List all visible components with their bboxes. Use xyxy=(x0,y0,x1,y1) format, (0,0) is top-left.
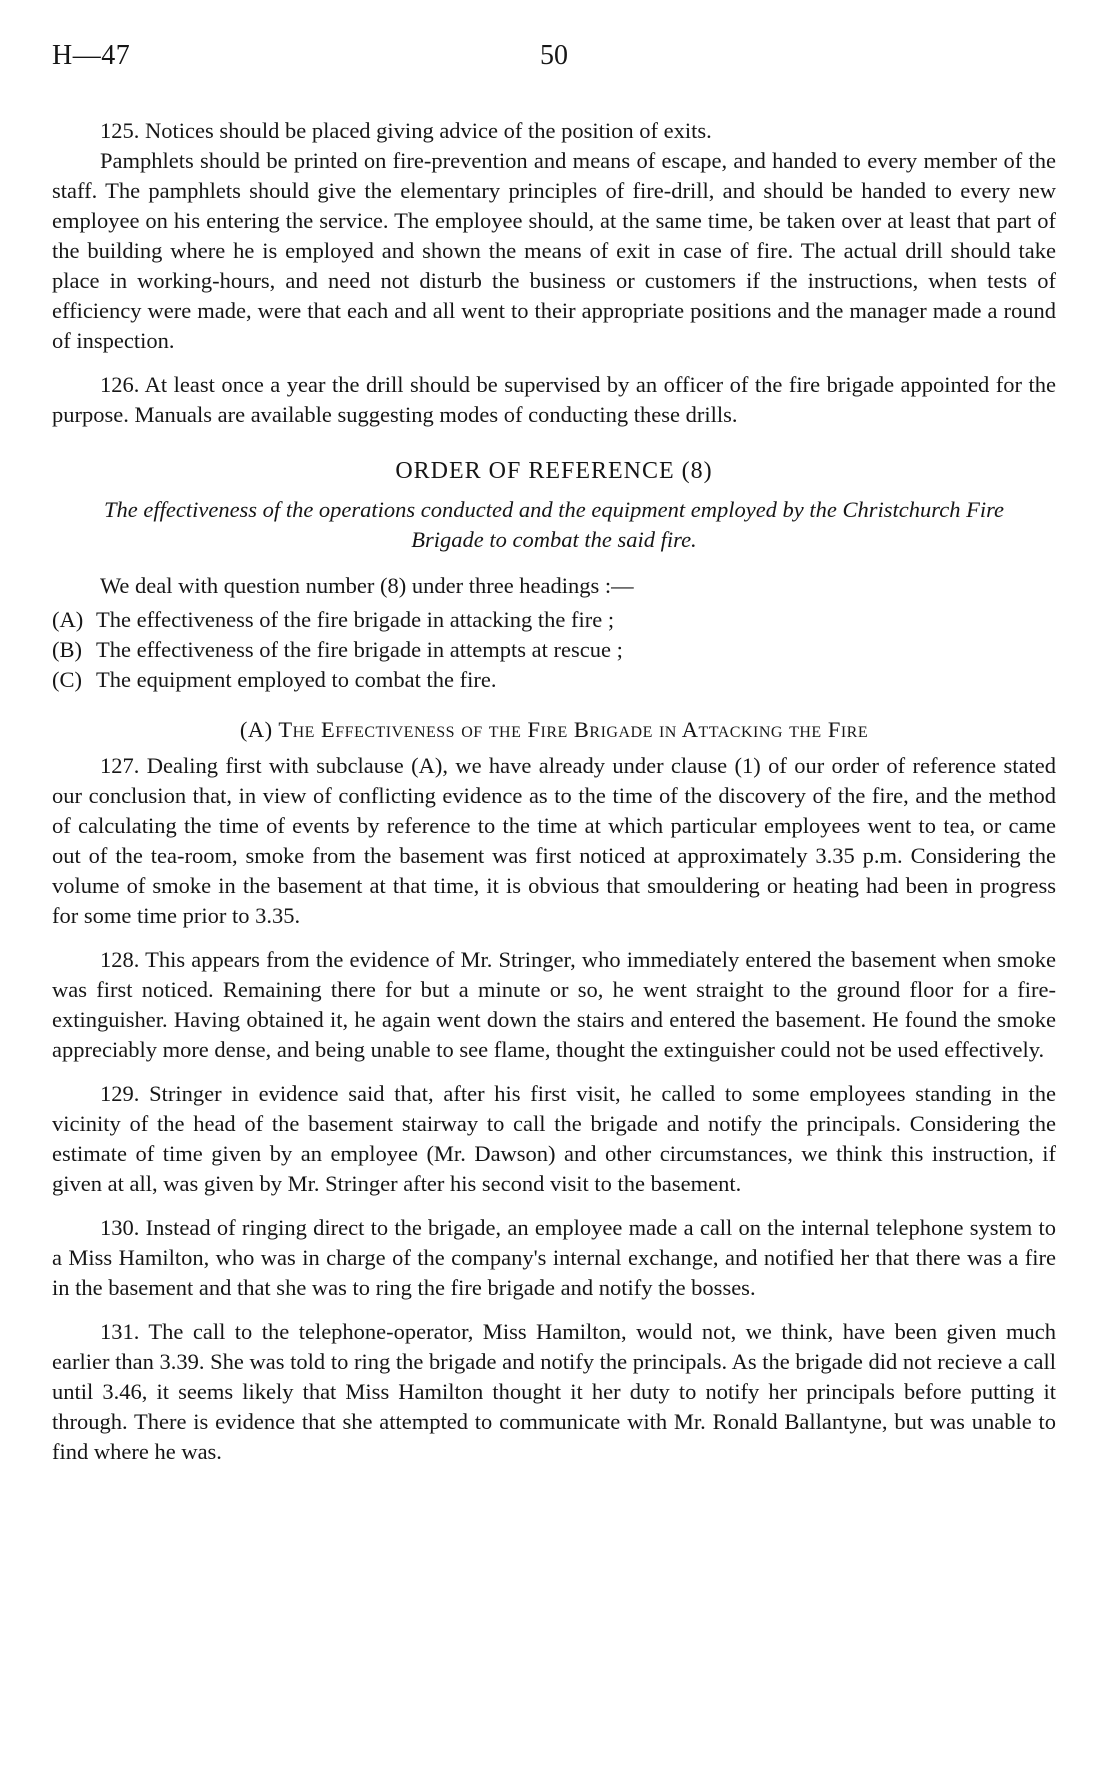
paragraph-131: 131. The call to the telephone-operator, Miss Hamilton, would not, we think, have been given much earlier than 3.39. She was told to ring the brigade and notify the principals. As the brigade did not recieve a call until 3.46, it seems likely that Miss Hamilton thought it her duty to notify her principals before putting it through. There is evidence that she attempted to communicate with Mr. Ronald Ballantyne, but was unable to find where he was. xyxy=(52,1319,1056,1464)
paragraph-130: 130. Instead of ringing direct to the brigade, an employee made a call on the internal telephone system to a Miss Hamilton, who was in charge of the company's internal exchange, and notified her that there was a fire in the basement and that she was to ring the fire brigade and notify the bosses. xyxy=(52,1215,1056,1300)
page-number: 50 xyxy=(540,40,568,71)
subheading: (A) The Effectiveness of the Fire Brigade in Attacking the Fire xyxy=(239,717,869,742)
page-header xyxy=(52,40,1056,80)
list-item-mark: (A) xyxy=(52,607,84,632)
section-description: The effectiveness of the operations conducted and the equipment employed by the Christchurch Fire Brigade to combat the said fire. xyxy=(104,497,1004,552)
list-item-mark: (C) xyxy=(52,667,82,692)
headings-list xyxy=(52,605,1056,695)
section-title: ORDER OF REFERENCE (8) xyxy=(395,458,713,484)
paragraph-129: 129. Stringer in evidence said that, after his first visit, he called to some employees standing in the vicinity of the head of the basement stairway to call the brigade and notify the principals. Considering the estimate of time given by an employee (Mr. Dawson) and other circumstances, we think this instruction, if given at all, was given by Mr. Stringer after his second visit to the basement. xyxy=(52,1081,1056,1196)
document-page xyxy=(52,40,1056,1481)
list-item xyxy=(52,665,1056,695)
list-item-text: The effectiveness of the fire brigade in attempts at rescue ; xyxy=(96,637,623,662)
paragraph-128: 128. This appears from the evidence of Mr. Stringer, who immediately entered the basement when smoke was first noticed. Remaining there for but a minute or so, he went straight to the ground floor for a fire-extinguisher. Having obtained it, he again went down the stairs and entered the basement. He found the smoke appreciably more dense, and being unable to see flame, thought the extinguisher could not be used effectively. xyxy=(52,947,1056,1062)
section-intro: We deal with question number (8) under three headings :— xyxy=(100,573,634,598)
list-item xyxy=(52,605,1056,635)
list-item-text: The effectiveness of the fire brigade in attacking the fire ; xyxy=(96,607,615,632)
list-item xyxy=(52,635,1056,665)
paragraph-125: 125. Notices should be placed giving advice of the position of exits. xyxy=(100,118,712,143)
paragraph-pamphlets: Pamphlets should be printed on fire-prevention and means of escape, and handed to every member of the staff. The pamphlets should give the elementary principles of fire-drill, and should be handed to every new employee on his entering the service. The employee should, at the same time, be taken over at least that part of the building where he is employed and shown the means of exit in case of fire. The actual drill should take place in working-hours, and need not disturb the business or customers if the instructions, when tests of efficiency were made, were that each and all went to their appropriate positions and the manager made a round of inspection. xyxy=(52,148,1056,353)
paragraph-127: 127. Dealing first with subclause (A), we have already under clause (1) of our order of reference stated our conclusion that, in view of conflicting evidence as to the time of the discovery of the fire, and the method of calculating the time of events by reference to the time at which particular employees went to tea, or came out of the tea-room, smoke from the basement was first noticed at approximately 3.35 p.m. Considering the volume of smoke in the basement at that time, it is obvious that smouldering or heating had been in progress for some time prior to 3.35. xyxy=(52,753,1056,928)
list-item-mark: (B) xyxy=(52,637,82,662)
document-reference: H—47 xyxy=(52,40,131,71)
paragraph-126: 126. At least once a year the drill should be supervised by an officer of the fire brigade appointed for the purpose. Manuals are available suggesting modes of conducting these drills. xyxy=(52,372,1056,427)
list-item-text: The equipment employed to combat the fire. xyxy=(96,667,497,692)
